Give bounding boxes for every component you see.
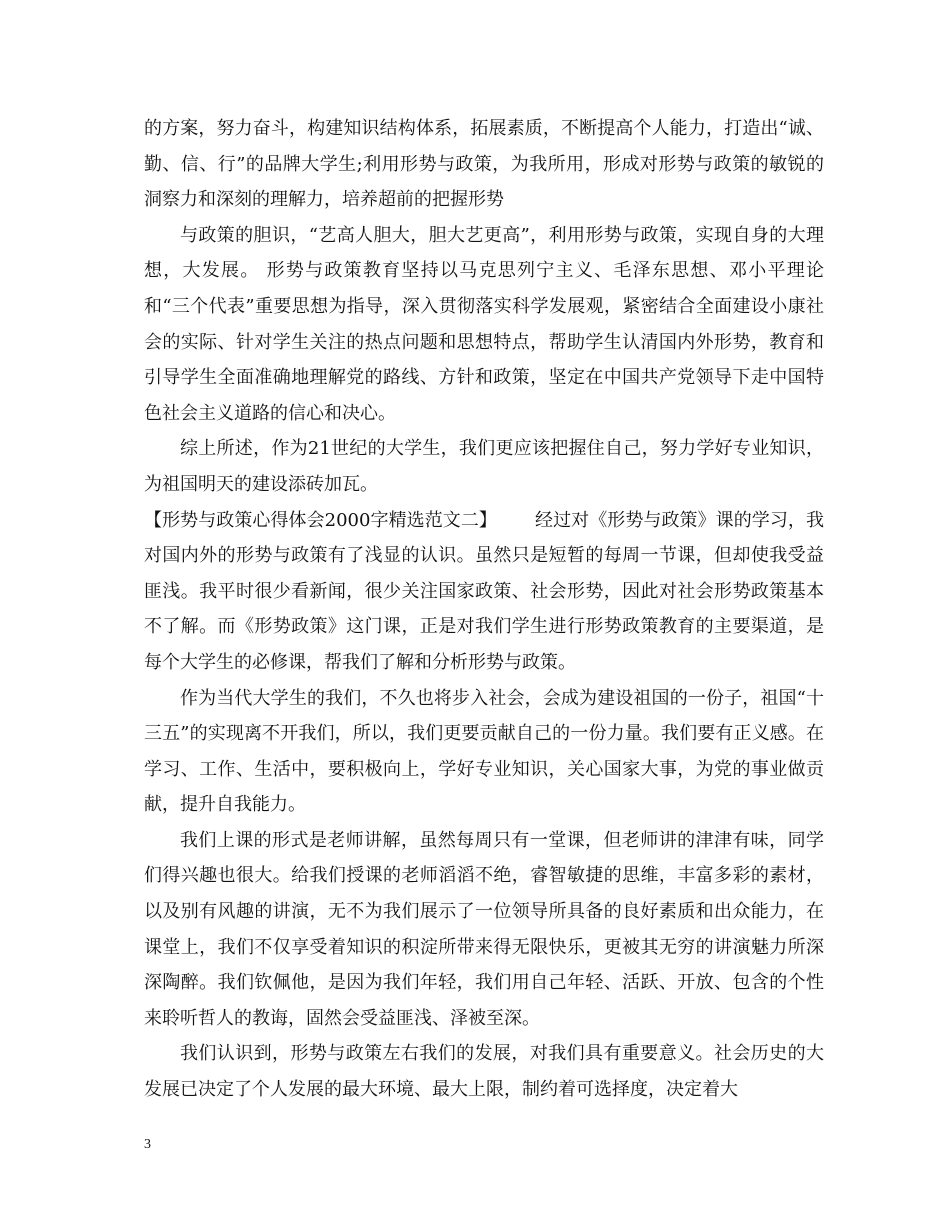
paragraph-1: 的方案，努力奋斗，构建知识结构体系，拓展素质，不断提高个人能力，打造出“诚、勤、信、行”的品牌大学生;利用形势与政策，为我所用，形成对形势与政策的敏锐的洞察力和深刻的理解力，培养超前的把握形势 [144, 118, 824, 211]
document-body [144, 111, 824, 1108]
paragraph-6: 我们上课的形式是老师讲解，虽然每周只有一堂课，但老师讲的津津有味，同学们得兴趣也很大。给我们授课的老师滔滔不绝，睿智敏捷的思维，丰富多彩的素材，以及别有风趣的讲演，无不为我们展示了一位领导所具备的良好素质和出众能力，在课堂上，我们不仅享受着知识的积淀所带来得无限快乐，更被其无穷的讲演魅力所深深陶醉。我们钦佩他，是因为我们年轻，我们用自己年轻、活跃、开放、包含的个性来聆听哲人的教诲，固然会受益匪浅、泽被至深。 [144, 829, 824, 1029]
page-number: 3 [144, 1137, 151, 1152]
paragraph-7: 我们认识到，形势与政策左右我们的发展，对我们具有重要意义。社会历史的大发展已决定了个人发展的最大环境、最大上限，制约着可选择度，决定着大 [144, 1043, 824, 1101]
paragraph-4-text: 经过对《形势与政策》课的学习，我对国内外的形势与政策有了浅显的认识。虽然只是短暂的每周一节课，但却使我受益匪浅。我平时很少看新闻，很少关注国家政策、社会形势，因此对社会形势政策基本不了解。而《形势政策》这门课，正是对我们学生进行形势政策教育的主要渠道，是每个大学生的必修课，帮我们了解和分析形势与政策。 [144, 509, 824, 673]
paragraph-4 [144, 503, 824, 681]
section-heading: 【形势与政策心得体会2000字精选范文二】 [144, 509, 497, 531]
paragraph-3: 综上所述，作为21世纪的大学生，我们更应该把握住自己，努力学好专业知识，为祖国明天的建设添砖加瓦。 [144, 438, 824, 495]
paragraph-2: 与政策的胆识，“艺高人胆大，胆大艺更高”，利用形势与政策，实现自身的大理想，大发展。 形势与政策教育坚持以马克思列宁主义、毛泽东思想、邓小平理论和“三个代表”重要思想为指导，深入贯彻落实科学发展观，紧密结合全面建设小康社会的实际、针对学生关注的热点问题和思想特点，帮助学生认清国内外形势，教育和引导学生全面准确地理解党的路线、方针和政策，坚定在中国共产党领导下走中国特色社会主义道路的信心和决心。 [144, 224, 824, 424]
paragraph-5: 作为当代大学生的我们，不久也将步入社会，会成为建设祖国的一份子，祖国“十三五”的实现离不开我们，所以，我们更要贡献自己的一份力量。我们要有正义感。在学习、工作、生活中，要积极向上，学好专业知识，关心国家大事，为党的事业做贡献，提升自我能力。 [144, 687, 824, 816]
